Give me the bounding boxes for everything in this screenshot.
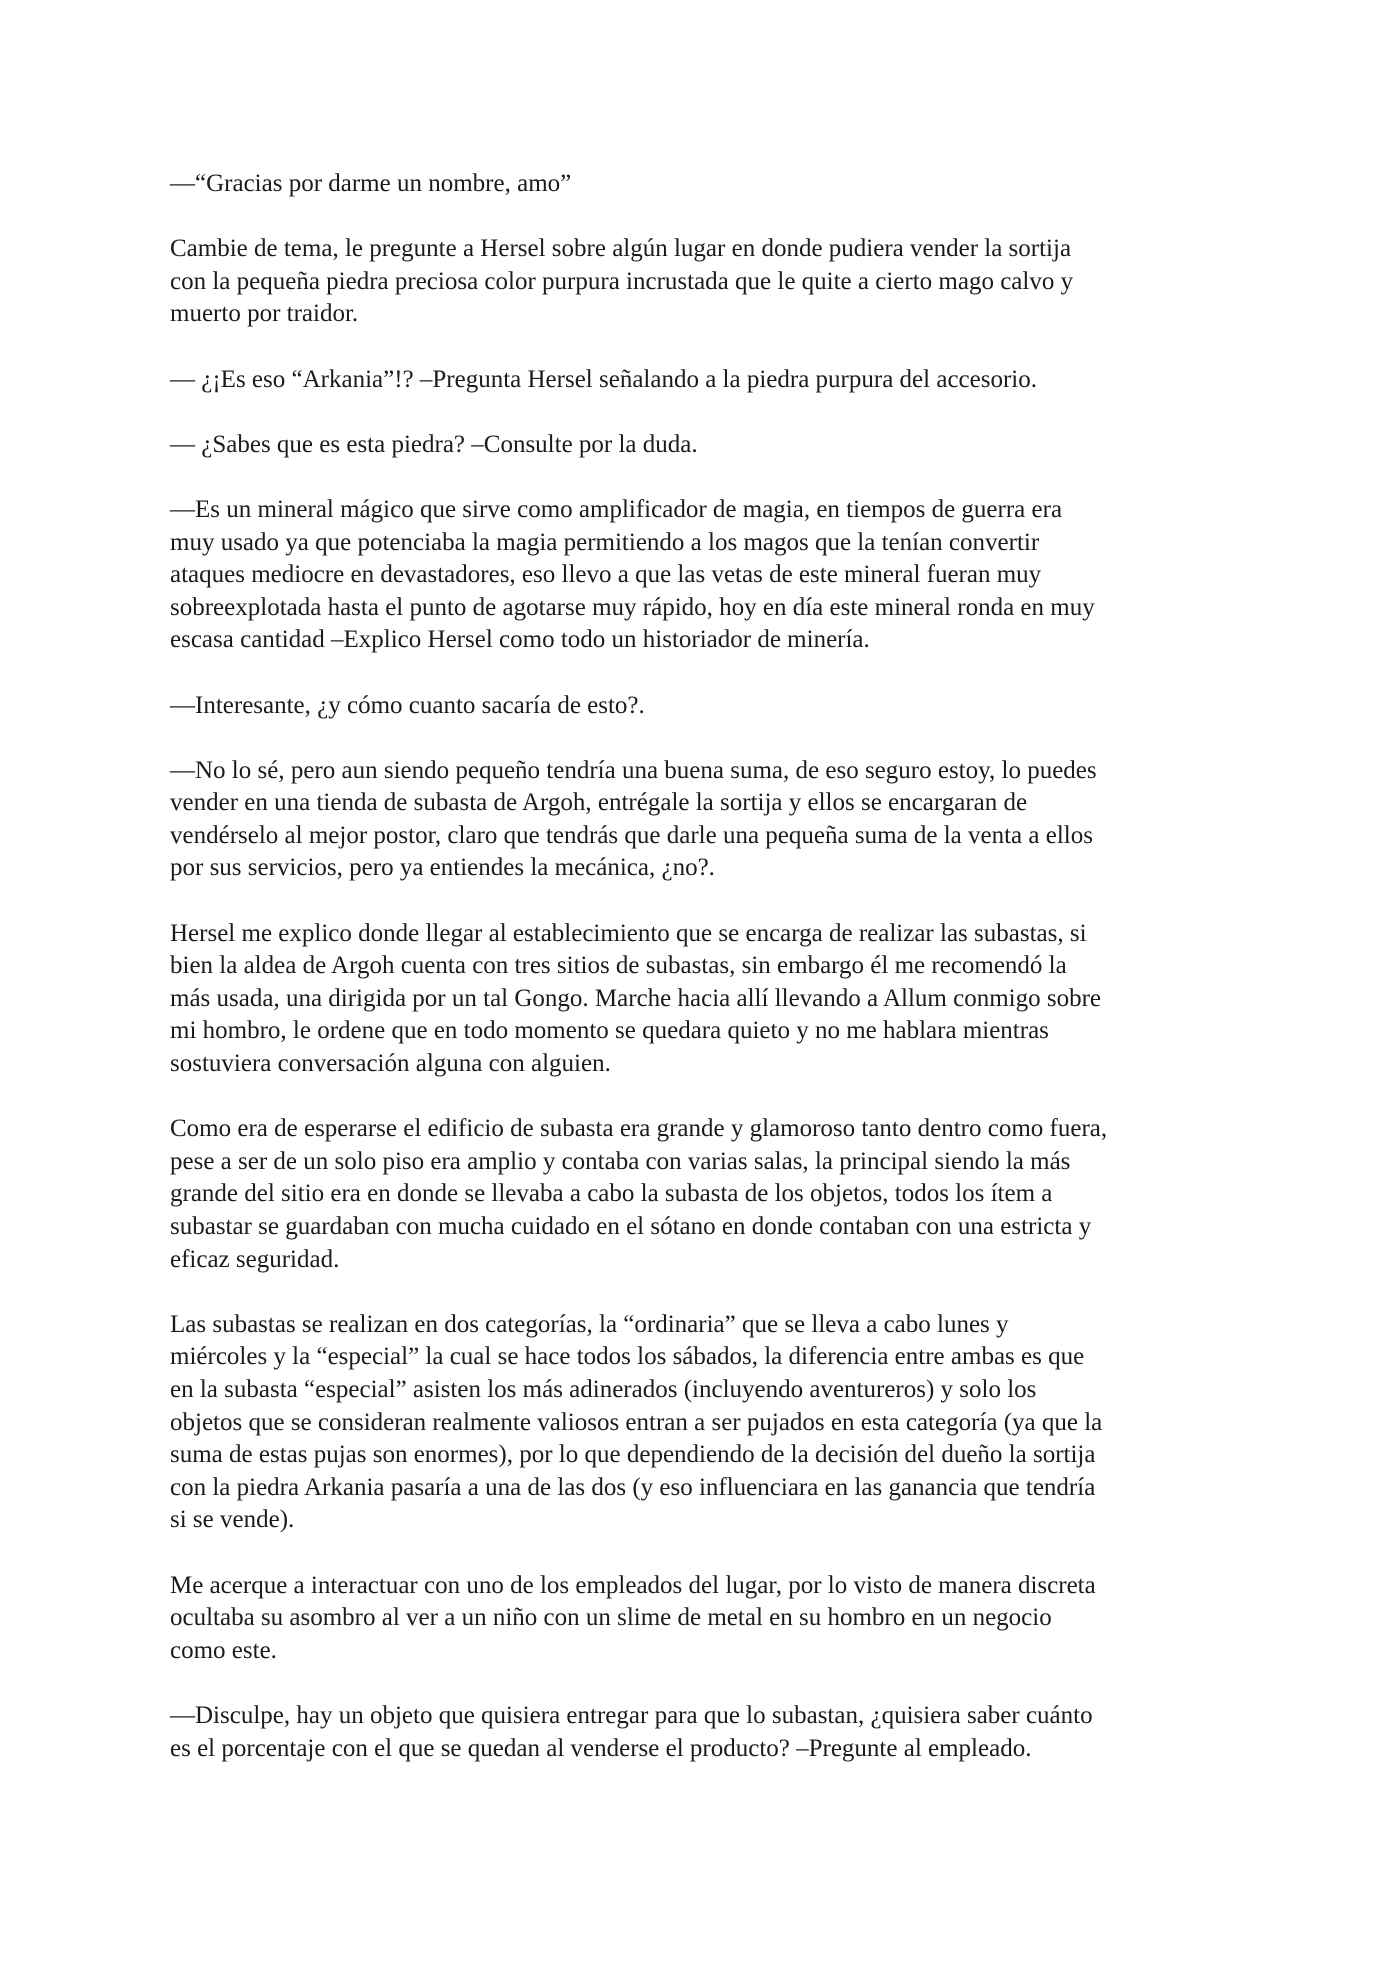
paragraph-5: —Es un mineral mágico que sirve como amplificador de magia, en tiempos de guerra era muy usado ya que potenciaba la magia permitiendo a los magos que la tenían convertir ataques mediocre en devastadores, eso llevo a que las vetas de este mineral fueran muy sobreexplotada hasta el punto de agotarse muy rápido, hoy en día este mineral ronda en muy escasa cantidad –Explico Hersel como todo un historiador de minería. xyxy=(170,495,1095,654)
paragraph-6: —Interesante, ¿y cómo cuanto sacaría de esto?. xyxy=(170,691,645,719)
paragraph-4: — ¿Sabes que es esta piedra? –Consulte por la duda. xyxy=(170,430,698,458)
paragraph-3: — ¿¡Es eso “Arkania”!? –Pregunta Hersel señalando a la piedra purpura del accesorio. xyxy=(170,365,1037,393)
paragraph-1: —“Gracias por darme un nombre, amo” xyxy=(170,170,572,197)
paragraph-10: Las subastas se realizan en dos categorías, la “ordinaria” que se lleva a cabo lunes y miércoles y la “especial” la cual se hace todos los sábados, la diferencia entre ambas es que en la subasta “especial” asisten los más adinerados (incluyendo aventureros) y solo los objetos que se consideran realmente valiosos entran a ser pujados en esta categoría (ya que la suma de estas pujas son enormes), por lo que dependiendo de la decisión del dueño la sortija con la piedra Arkania pasaría a una de las dos (y eso influenciara en las ganancia que tendría si se vende). xyxy=(170,1310,1103,1534)
paragraph-2: Cambie de tema, le pregunte a Hersel sobre algún lugar en donde pudiera vender la sortija con la pequeña piedra preciosa color purpura incrustada que le quite a cierto mago calvo y muerto por traidor. xyxy=(170,235,1074,328)
document-body xyxy=(170,168,1230,1798)
paragraph-12: —Disculpe, hay un objeto que quisiera entregar para que lo subastan, ¿quisiera saber cuánto es el porcentaje con el que se quedan al venderse el producto? –Pregunte al empleado. xyxy=(170,1701,1093,1762)
paragraph-8: Hersel me explico donde llegar al establecimiento que se encarga de realizar las subastas, si bien la aldea de Argoh cuenta con tres sitios de subastas, sin embargo él me recomendó la más usada, una dirigida por un tal Gongo. Marche hacia allí llevando a Allum conmigo sobre mi hombro, le ordene que en todo momento se quedara quieto y no me hablara mientras sostuviera conversación alguna con alguien. xyxy=(170,919,1102,1078)
paragraph-7: —No lo sé, pero aun siendo pequeño tendría una buena suma, de eso seguro estoy, lo puedes vender en una tienda de subasta de Argoh, entrégale la sortija y ellos se encargaran de vendérselo al mejor postor, claro que tendrás que darle una pequeña suma de la venta a ellos por sus servicios, pero ya entiendes la mecánica, ¿no?. xyxy=(170,756,1097,882)
paragraph-9: Como era de esperarse el edificio de subasta era grande y glamoroso tanto dentro como fuera, pese a ser de un solo piso era amplio y contaba con varias salas, la principal siendo la más grande del sitio era en donde se llevaba a cabo la subasta de los objetos, todos los ítem a subastar se guardaban con mucha cuidado en el sótano en donde contaban con una estricta y eficaz seguridad. xyxy=(170,1115,1108,1273)
paragraph-11: Me acerque a interactuar con uno de los empleados del lugar, por lo visto de manera discreta ocultaba su asombro al ver a un niño con un slime de metal en su hombro en un negocio como este. xyxy=(170,1571,1096,1664)
